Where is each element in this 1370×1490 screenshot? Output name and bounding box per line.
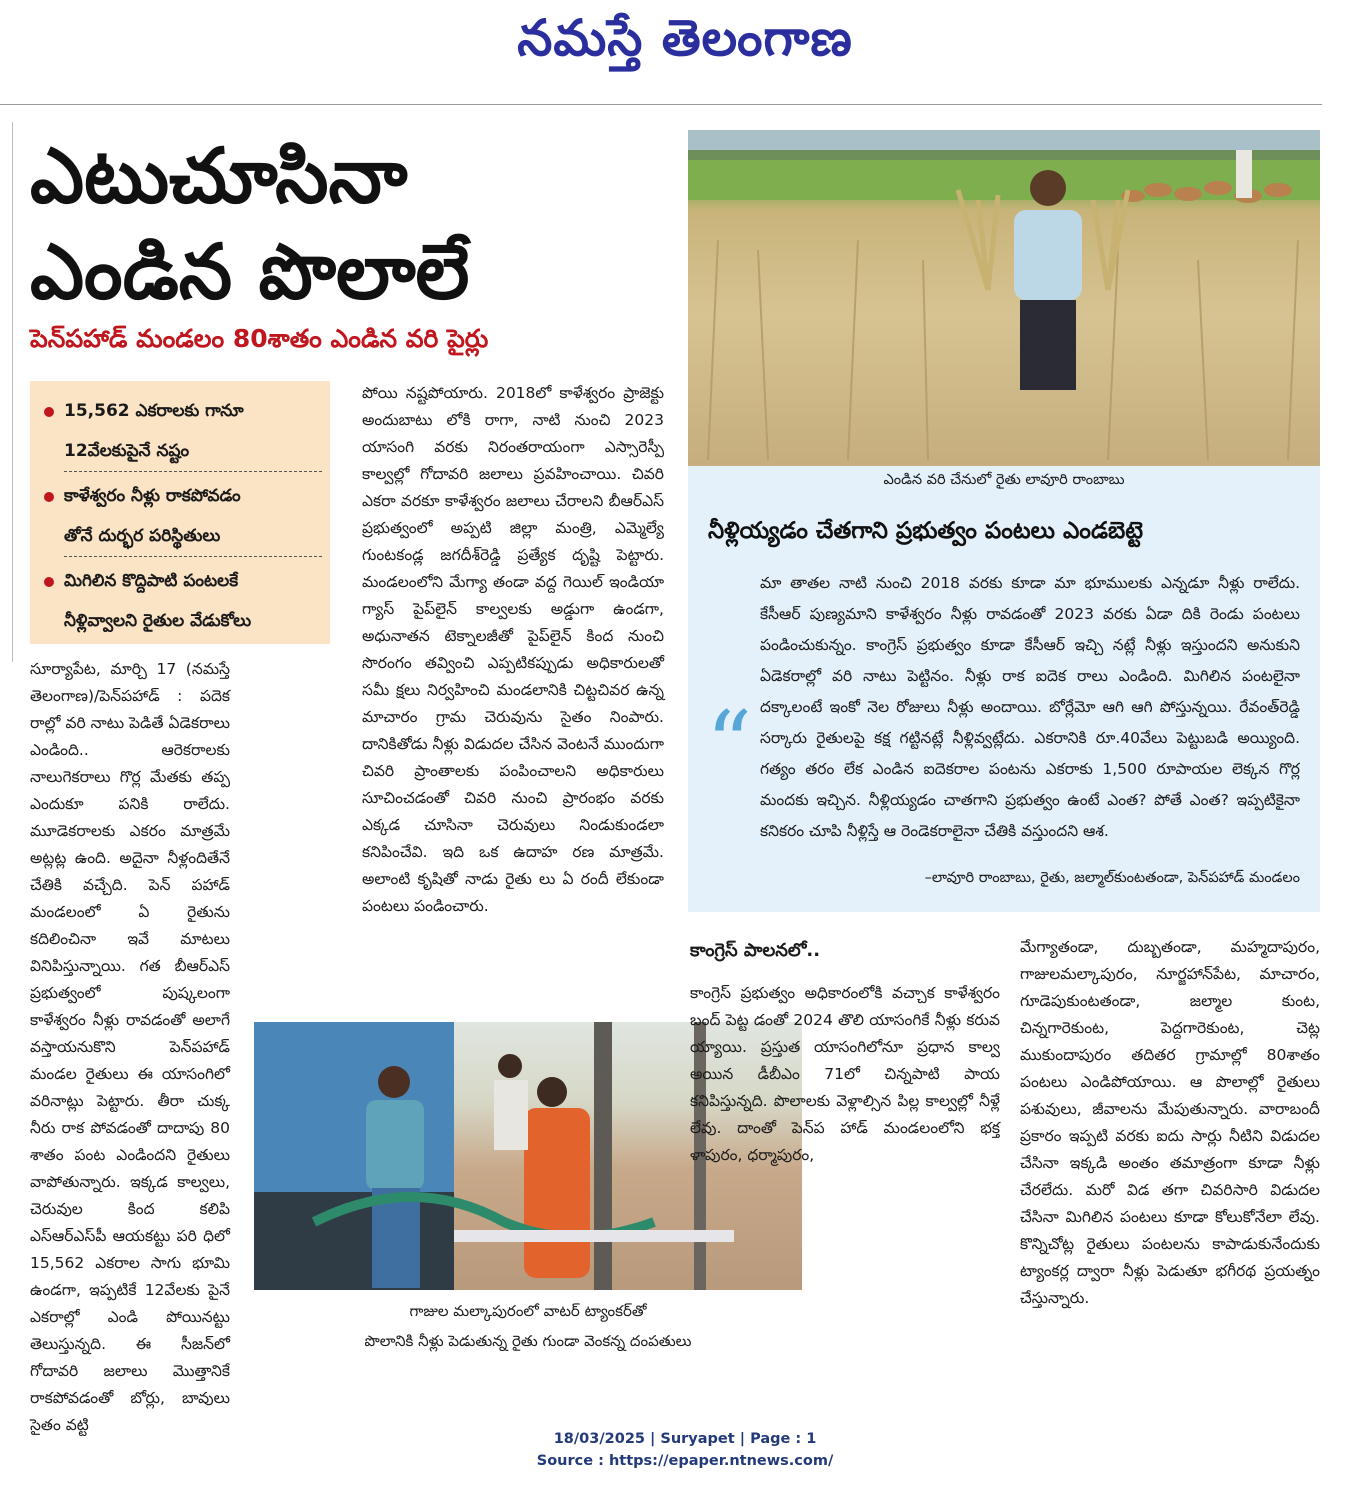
highlight-line: 15,562 ఎకరాలకు గానూ bbox=[64, 401, 244, 421]
quote-heading: నీళ్లియ్యడం చేతగాని ప్రభుత్వం పంటలు ఎండబెట్టె bbox=[708, 518, 1143, 544]
masthead: నమస్తే తెలంగాణ bbox=[517, 8, 853, 67]
footer-date-line: 18/03/2025 | Suryapet | Page : 1 bbox=[553, 1431, 817, 1447]
caption-line: పొలానికి నీళ్లు పెడుతున్న రైతు గుండా వెంకన్న దంపతులు bbox=[364, 1332, 692, 1350]
quote-text: మా తాతల నాటి నుంచి 2018 వరకు కూడా మా భూములకు ఎన్నడూ నీళ్లు రాలేదు. కేసీఆర్ పుణ్యమాని కాళేశ్వరం నీళ్లు రావడంతో 2023 వరకు ఏడా దికి రెండు పంటలు పండించుకున్నం. కాంగ్రెస్ ప్రభుత్వం కూడా కేసీఆర్ ఇచ్చి నట్లే నీళ్లు ఇస్తుందని అనుకుని ఏడెకరాల్లో వరి నాటు పెట్టినం. నీళ్లు రాక ఐదెక రాలు ఎండింది. మిగిలిన పంటలైనా దక్కాలంటే ఇంకో నెల రోజులు నీళ్లు అందాయి. బోర్లేమో ఆగి ఆగి పోస్తున్నయి. రేవంత్‌రెడ్డి సర్కారు రైతులపై కక్ష గట్టినట్లే నీళ్లివ్వట్లేదు. ఎకరానికి రూ.40వేలు పెట్టుబడి అయ్యింది. గత్యం తరం లేక ఎండిన ఐదెకరాల పంటను ఎకరాకు 1,500 రూపాయల లెక్కన గొర్ల మందకు ఇచ్చిన. నీళ్లియ్యడం చాతగాని ప్రభుత్వం ఉంటే ఎంత? పోతే ఎంత? ఇప్పటికైనా కనికరం చూపి నీళ్లిస్తే ఆ రెండెకరాలైనా చేతికి వస్తుందని ఆశ. bbox=[760, 574, 1300, 840]
photo-caption-2 bbox=[254, 1296, 802, 1356]
footer-source-link[interactable]: Source : https://epaper.ntnews.com/ bbox=[536, 1453, 834, 1469]
headline-line-2: ఎండిన పొలాలే bbox=[30, 227, 470, 316]
article-column-2: పోయి నష్టపోయారు. 2018లో కాళేశ్వరం ప్రాజెక్టు అందుబాటు లోకి రాగా, నాటి నుంచి 2023 యాసంగి వరకు నిరంతరాయంగా ఎస్సారెస్పీ కాల్వల్లో గోదావరి జలాలు ప్రవహించాయి. చివరి ఎకరా వరకూ కాళేశ్వరం జలాలు చేరాలని బీఆర్‌ఎస్ ప్రభుత్వంలో అప్పటి జిల్లా మంత్రి, ఎమ్మెల్యే గుంటకండ్ల జగదీశ్‌రెడ్డి ప్రత్యేక దృష్టి పెట్టారు. మండలంలోని మేగ్యా తండా వద్ద గెయిల్ ఇండియా గ్యాస్ పైప్‌లైన్ కాల్వలకు అడ్డుగా ఉండగా, అధునాతన టెక్నాలజీతో పైప్‌లైన్ కింద నుంచి సొరంగం తవ్వించి ఎప్పటికప్పుడు అధికారులతో సమీ క్షలు నిర్వహించి మండలానికి చిట్టచివర ఉన్న మాచారం గ్రామ చెరువును సైతం నింపారు. దానికితోడు నీళ్లు విడుదల చేసిన వెంటనే ముందుగా చివరి ప్రాంతాలకు పంపించాలని అధికారులు సూచించడంతో చివరి నుంచి ప్రారంభం వరకు ఎక్కడ చూసినా చెరువులు నిండుకుండలా కనిపించేవి. ఇది ఒక ఉదాహ రణ మాత్రమే. అలాంటి కృషితో నాడు రైతు లు ఏ రందీ లేకుండా పంటలు పండించారు. bbox=[362, 384, 664, 915]
bullet-icon bbox=[44, 407, 54, 417]
highlight-line: నీళ్లివ్వాలని రైతుల వేడుకోలు bbox=[64, 611, 252, 631]
article-column-4: మేగ్యాతండా, దుబ్బతండా, మహ్మదాపురం, గాజులమల్కాపురం, నూర్జహాన్‌పేట, మాచారం, గూడెపుకుంటతండా, జల్మాల కుంట, చిన్నగారెకుంట, పెద్దగారెకుంట, చెట్ల ముకుందాపురం తదితర గ్రామాల్లో 80శాతం పంటలు ఎండిపోయాయి. ఆ పొలాల్లో రైతులు పశువులు, జీవాలను మేపుతున్నారు. వారాబందీ ప్రకారం ఇప్పటి వరకు ఐదు సార్లు నీటిని విడుదల చేసినా ఇక్కడి అంతం తమాత్రంగా కూడా నీళ్లు చేరలేదు. మరో విడ తగా చివరిసారి విడుదల చేసినా మిగిలిన పంటలు కూడా కోలుకోనేలా లేవు. కొన్నిచోట్ల రైతులు పంటలను కాపాడుకునేందుకు ట్యాంకర్ల ద్వారా నీళ్లు పెడుతూ భగీరథ ప్రయత్నం చేస్తున్నారు. bbox=[1020, 938, 1320, 1307]
highlight-line: తోనే దుర్భర పరిస్థితులు bbox=[64, 526, 221, 546]
article-column-1: సూర్యాపేట, మార్చి 17 (నమస్తే తెలంగాణ)/పెన్‌పహాడ్ : పదెక రాల్లో వరి నాటు పెడితే ఏడెకరాలు ఎండింది.. ఆరెకరాలకు నాలుగెకరాలు గొర్ల మేతకు తప్ప ఎందుకూ పనికి రాలేదు. మూడెకరాలకు ఎకరం మాత్రమే అట్లట్ల ఉంది. అదైనా నీళ్లందితేనే చేతికి వచ్చేది. పెన్‌ పహాడ్ మండలంలో ఏ రైతును కదిలించినా ఇవే మాటలు వినిపిస్తున్నాయి. గత బీఆర్‌ఎస్ ప్రభుత్వంలో పుష్కలంగా కాళేశ్వరం నీళ్లు రావడంతో అలాగే వస్తాయనుకొని పెన్‌పహాడ్ మండల రైతులు ఈ యాసంగిలో వరినాట్లు పెట్టారు. తీరా చుక్క నీరు రాక పోవడంతో దాదాపు 80 శాతం పంట ఎండిందని రైతులు వాపోతున్నారు. ఇక్కడ కాల్వలు, చెరువుల కింద కలిపి ఎస్‌ఆర్‌ఎస్‌పీ ఆయకట్టు పరి ధిలో 15,562 ఎకరాల సాగు భూమి ఉండగా, ఇప్పటికే 12వేలకు పైనే ఎకరాల్లో ఎండి పోయినట్టు తెలుస్తున్నది. ఈ సీజన్‌లో గోదావరి జలాలు మొత్తానికే రాకపోవడంతో బోర్లు, బావులు సైతం వట్టి bbox=[30, 660, 230, 1434]
highlight-line: 12వేలకుపైనే నష్టం bbox=[64, 441, 190, 461]
bullet-icon bbox=[44, 577, 54, 587]
highlight-item bbox=[38, 476, 322, 557]
caption-line: గాజుల మల్కాపురంలో వాటర్ ట్యాంకర్‌తో bbox=[409, 1302, 647, 1320]
headline-line-1: ఎటుచూసినా bbox=[30, 131, 408, 220]
highlights-box bbox=[30, 381, 330, 644]
quote-attribution: –లావూరి రాంబాబు, రైతు, జల్మాల్‌కుంటతండా, పెన్‌పహాడ్ మండలం bbox=[924, 870, 1300, 886]
highlight-item bbox=[38, 391, 322, 472]
section-heading: కాంగ్రెస్ పాలనలో.. bbox=[690, 940, 821, 961]
highlight-line: కాళేశ్వరం నీళ్లు రాకపోవడం bbox=[64, 486, 241, 506]
headline bbox=[30, 128, 680, 320]
page-footer bbox=[0, 1428, 1370, 1472]
article-column-3: కాంగ్రెస్ ప్రభుత్వం అధికారంలోకి వచ్చాక కాళేశ్వరం బంద్ పెట్ట డంతో 2024 తొలి యాసంగికే నీళ్లు కరువ య్యాయి. ప్రస్తుత యాసంగిలోనూ ప్రధాన కాల్వ అయిన డీబీఎం 71లో చిన్నపాటి పాయ కనిపిస్తున్నది. పొలాలకు వెళ్లాల్సిన పిల్ల కాల్వల్లో నీళ్లే లేవు. దాంతో పెన్‌ప హాడ్ మండలంలోని భక్త ళాపురం, ధర్మాపురం, bbox=[690, 984, 1000, 1164]
dried-field-photo bbox=[688, 130, 1320, 466]
highlight-item bbox=[38, 561, 322, 641]
bullet-icon bbox=[44, 492, 54, 502]
highlight-line: మిగిలిన కొద్దిపాటి పంటలకే bbox=[64, 571, 239, 591]
subheadline: పెన్‌పహాడ్ మండలం 80శాతం ఎండిన వరి పైర్లు bbox=[30, 324, 489, 353]
photo-caption: ఎండిన వరి చేనులో రైతు లావూరి రాంబాబు bbox=[883, 472, 1125, 488]
farmer-photo-illustration bbox=[688, 130, 1320, 466]
quote-mark-icon: “ bbox=[706, 692, 753, 797]
masthead-rule bbox=[0, 104, 1322, 105]
left-rule bbox=[12, 122, 13, 662]
